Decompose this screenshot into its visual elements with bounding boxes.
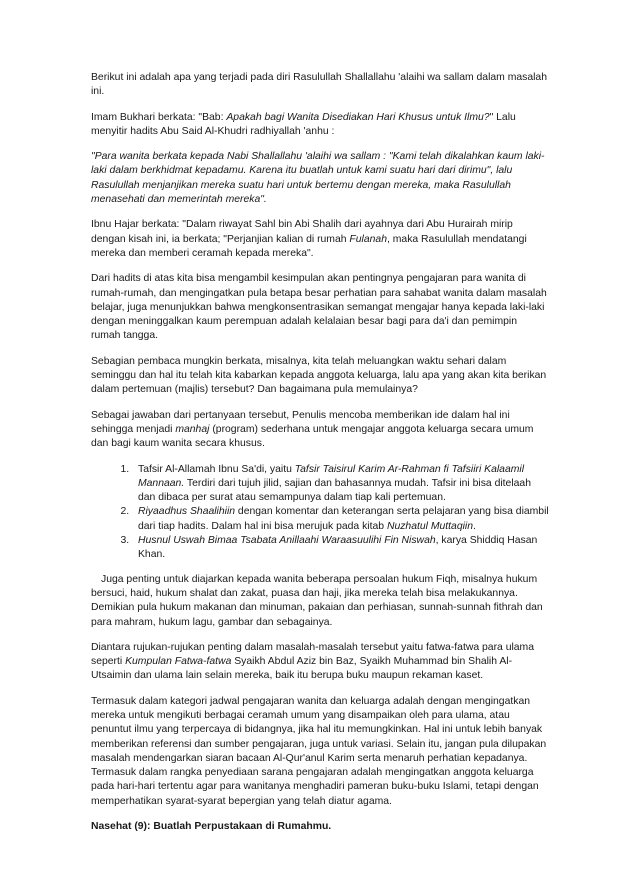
text: , karya Shiddiq Hasan Khan.	[138, 535, 538, 561]
text: .	[473, 520, 476, 532]
text: Terdiri dari tujuh jilid, sajian dan bahasannya mudah. Tafsir ini bisa ditelaah dan dibaca per surat atau semampunya dalam tiap kali pertemuan.	[138, 477, 531, 504]
list-item	[132, 463, 549, 506]
paragraph-fiqh: Juga penting untuk diajarkan kepada wanita beberapa persoalan hukum Fiqh, misalnya hukum bersuci, haid, hukum shalat dan zakat, puasa dan haji, jika mereka telah bisa melakukannya. Demikian pula hukum makanan dan minuman, pakaian dan perhiasan, sunnah-sunnah fithrah dan para mahram, hukum lagu, gambar dan sebagainya.	[91, 573, 543, 628]
paragraph-schedule: Termasuk dalam kategori jadwal pengajaran wanita dan keluarga adalah dengan mengingatkan mereka untuk mengikuti berbagai ceramah umum yang disampaikan oleh para ulama, atau penuntut ilmu yang terpercaya di bidangnya, jika hal itu memungkinkan. Hal ini untuk lebih banyak memberikan referensi dan sumber pengajaran, juga untuk variasi. Selain itu, jangan pula dilupakan masalah mendengarkan siaran bacaan Al-Qur'anul Karim serta menaruh perhatian kepadanya. Termasuk dalam rangka penyediaan sarana pengajaran adalah mengingatkan anggota keluarga pada hari-hari tertentu agar para wanitanya menghadiri pameran buku-buku Islami, tetapi dengan memperhatikan syarat-syarat bepergian yang telah diatur agama.	[91, 695, 547, 807]
text: (program) sederhana untuk mengajar anggota keluarga secara umum dan bagi kaum wanita secara khusus.	[91, 423, 534, 450]
text: , maka Rasulullah mendatangi mereka dan memberi ceramah kepada mereka".	[91, 233, 527, 259]
list-item	[132, 534, 549, 563]
text: Tafsir Al-Allamah Ibnu Sa'di, yaitu	[138, 463, 295, 475]
text: Sebagai jawaban dari pertanyaan tersebut, Penulis mencoba memberikan ide dalam hal ini sehingga menjadi	[91, 409, 510, 435]
paragraph-ibnu-hajar	[91, 218, 549, 261]
text: " Lalu menyitir hadits Abu Said Al-Khudri radhiyallah 'anhu :	[91, 111, 516, 137]
italic-text: Kumpulan Fatwa-fatwa	[125, 656, 232, 668]
italic-text: manhaj	[175, 423, 210, 435]
italic-text: Apakah bagi Wanita Disediakan Hari Khusus untuk Ilmu?	[226, 111, 490, 123]
italic-text: Nuzhatul Muttaqiin	[386, 520, 473, 532]
paragraph-conclusion: Dari hadits di atas kita bisa mengambil kesimpulan akan pentingnya pengajaran para wanita di rumah-rumah, dan mengingatkan pula betapa besar perhatian para sahabat wanita dalam masalah belajar, juga menunjukkan bahwa mengkonsentrasikan semangat mengajar hanya kepada laki-laki dengan meninggalkan kaum perempuan adalah kelalaian besar bagi para da'i dan pemimpin rumah tangga.	[91, 273, 547, 342]
paragraph-question: Sebagian pembaca mungkin berkata, misalnya, kita telah meluangkan waktu sehari dalam seminggu dan hal itu telah kita kabarkan kepada anggota keluarga, lalu apa yang akan kita berikan dalam pertemuan (majlis) tersebut? Dan bagaimana pula memulainya?	[91, 355, 547, 396]
section-heading: Nasehat (9): Buatlah Perpustakaan di Rumahmu.	[91, 821, 332, 833]
italic-text: "Para wanita berkata kepada Nabi Shallallahu 'alaihi wa sallam : "Kami telah dikalahkan kaum laki-laki dalam berkhidmat kepadamu. Karena itu buatlah untuk kami suatu hari dari dirimu", lalu Rasulullah menjanjikan mereka suatu hari untuk bertemu dengan mereka, maka Rasulullah menasehati dan memerintah mereka".	[91, 151, 545, 206]
text: Imam Bukhari berkata: "Bab:	[91, 111, 227, 123]
text: Syaikh Abdul Aziz bin Baz, Syaikh Muhammad bin Shalih Al-Utsaimin dan ulama lain selain mereka, baik itu berupa buku maupun rekaman kaset.	[91, 656, 513, 682]
paragraph-references	[91, 641, 549, 684]
text: dengan komentar dan keterangan serta pelajaran yang bisa diambil dari tiap hadits. Dalam hal ini bisa merujuk pada kitab	[138, 506, 549, 532]
text: Diantara rujukan-rujukan penting dalam masalah-masalah tersebut yaitu fatwa-fatwa para ulama seperti	[91, 641, 534, 668]
italic-text: Fulanah	[349, 233, 387, 245]
paragraph-answer	[91, 409, 549, 452]
italic-text: Tafsir Taisirul Karim Ar-Rahman fi Tafsiiri Kalaamil Mannaan.	[138, 463, 525, 489]
text: Ibnu Hajar berkata: "Dalam riwayat Sahl bin Abi Shalih dari ayahnya dari Abu Hurairah mirip dengan kisah ini, ia berkata; "Perjanjian kalian di rumah	[91, 219, 513, 245]
list-item	[132, 505, 549, 534]
paragraph-hadith-quote	[91, 150, 549, 207]
italic-text: Husnul Uswah Bimaa Tsabata Anillaahi Waraasuulihi Fin Niswah	[138, 535, 436, 547]
paragraph-bukhari	[91, 111, 549, 140]
document-page	[91, 71, 549, 845]
paragraph-intro: Berikut ini adalah apa yang terjadi pada diri Rasulullah Shallallahu 'alaihi wa sallam dalam masalah ini.	[91, 72, 547, 98]
italic-text: Riyaadhus Shaalihiin	[138, 506, 236, 518]
book-list	[91, 463, 549, 563]
